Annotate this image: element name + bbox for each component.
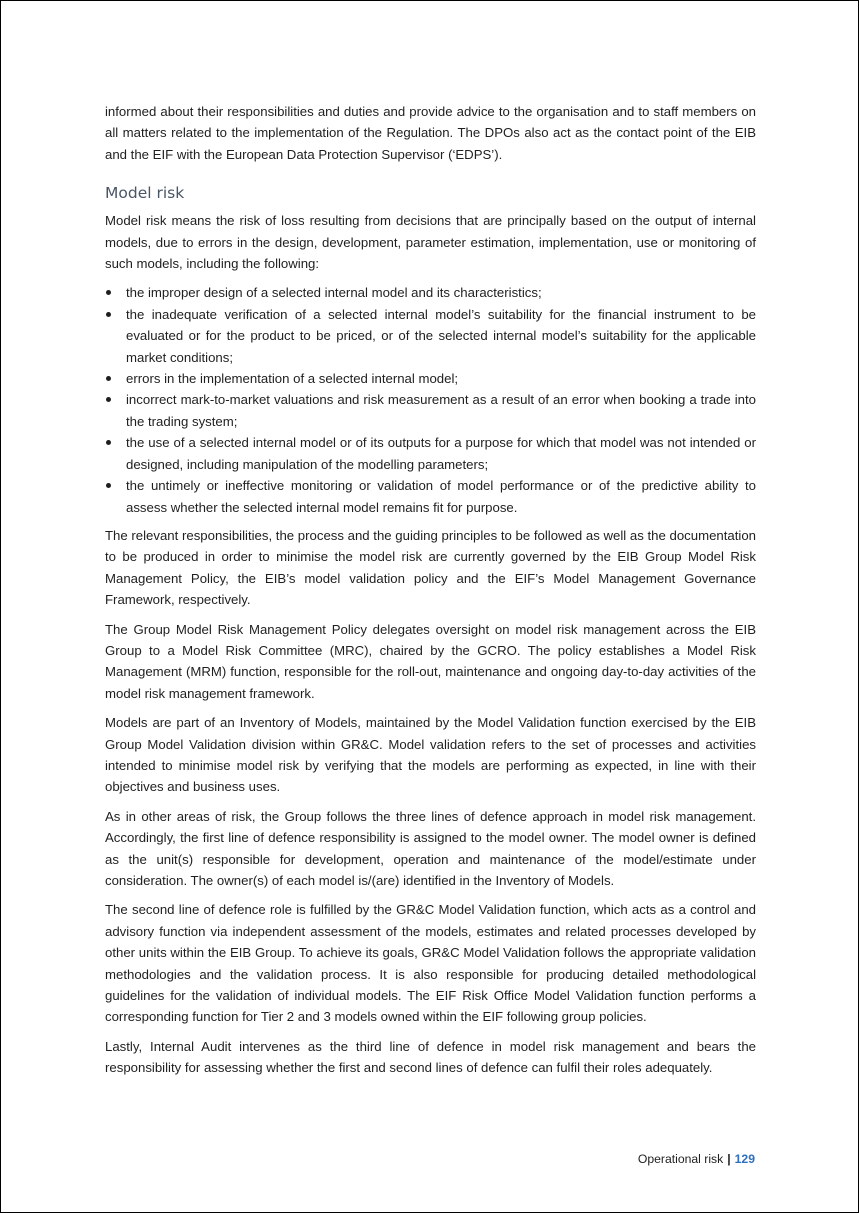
intro-paragraph: informed about their responsibilities and duties and provide advice to the organisation and to staff members on all matters related to the implementation of the Regulation. The DPOs also act as the contact point of the EIB and the EIF with the European Data Protection Supervisor (‘EDPS’). [105,104,756,162]
body-paragraph: As in other areas of risk, the Group follows the three lines of defence approach in model risk management. Accordingly, the first line of defence responsibility is assigned to the model owner. The model owner is defined as the unit(s) responsible for development, operation and maintenance of the model/estimate under consideration. The owner(s) of each model is/(are) identified in the Inventory of Models. [105,808,756,888]
bullet-item: the improper design of a selected internal model and its characteristics; [105,282,756,303]
section-heading: Model risk [105,184,185,203]
bullet-item: the use of a selected internal model or of its outputs for a purpose for which that model was not intended or designed, including manipulation of the modelling parameters; [105,432,756,475]
page-footer [638,1152,755,1166]
body-paragraph: Lastly, Internal Audit intervenes as the third line of defence in model risk management and bears the responsibility for assessing whether the first and second lines of defence can fulfil their roles adequately. [105,1038,756,1076]
body-paragraph: The Group Model Risk Management Policy delegates oversight on model risk management across the EIB Group to a Model Risk Committee (MRC), chaired by the GCRO. The policy establishes a Model Risk Management (MRM) function, responsible for the roll-out, maintenance and ongoing day-to-day activities of the model risk management framework. [105,621,756,701]
section-lead-paragraph: Model risk means the risk of loss resulting from decisions that are principally based on the output of internal models, due to errors in the design, development, parameter estimation, implementation, use or monitoring of such models, including the following: [105,213,756,272]
bullet-item: errors in the implementation of a selected internal model; [105,368,756,389]
bullet-item: the untimely or ineffective monitoring or validation of model performance or of the predictive ability to assess whether the selected internal model remains fit for purpose. [105,475,756,518]
risk-bullet-list [105,282,756,517]
bullet-item: incorrect mark-to-market valuations and risk measurement as a result of an error when booking a trade into the trading system; [105,389,756,432]
page-number: 129 [734,1152,755,1166]
footer-section-label: Operational risk [637,1152,724,1166]
body-paragraph: Models are part of an Inventory of Models, maintained by the Model Validation function exercised by the EIB Group Model Validation division within GR&C. Model validation refers to the set of processes and activities intended to minimise model risk by verifying that the models are performing as expected, in line with their objectives and business uses. [105,715,756,795]
body-paragraph: The second line of defence role is fulfilled by the GR&C Model Validation function, which acts as a control and advisory function via independent assessment of the models, estimates and related processes developed by other units within the EIB Group. To achieve its goals, GR&C Model Validation follows the appropriate validation methodologies and the validation process. It is also responsible for producing detailed methodological guidelines for the validation of individual models. The EIF Risk Office Model Validation function performs a corresponding function for Tier 2 and 3 models owned within the EIF following group policies. [105,902,756,1025]
bullet-item: the inadequate verification of a selected internal model’s suitability for the financial instrument to be evaluated or for the product to be priced, or of the selected internal model’s suitability for the applicable market conditions; [105,304,756,368]
page-content [105,101,756,1087]
footer-separator: | [727,1152,731,1166]
body-paragraph: The relevant responsibilities, the process and the guiding principles to be followed as well as the documentation to be produced in order to minimise the model risk are currently governed by the EIB Group Model Risk Management Policy, the EIB’s model validation policy and the EIF’s Model Management Governance Framework, respectively. [105,527,756,608]
